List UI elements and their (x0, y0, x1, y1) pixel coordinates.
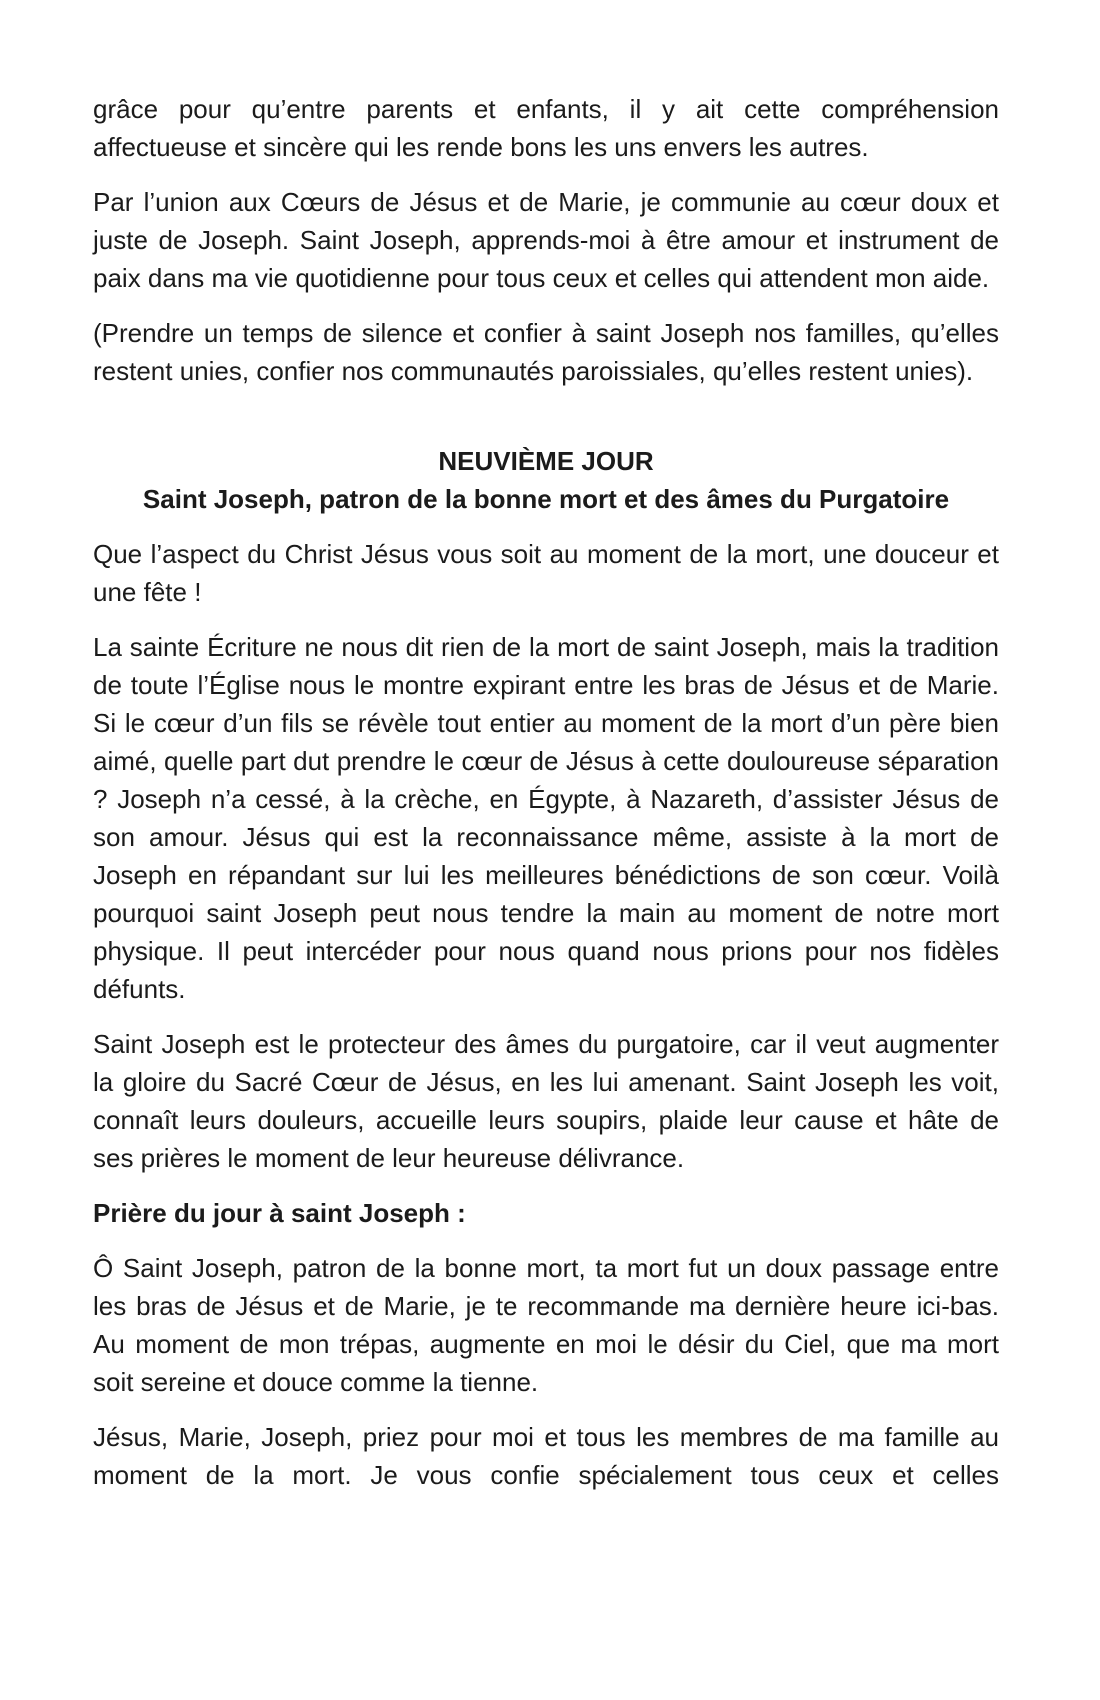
intro-paragraph-3: (Prendre un temps de silence et confier à saint Joseph nos familles, qu’elles restent unies, confier nos communautés paroissiales, qu’elles restent unies). (93, 318, 999, 386)
body-paragraph-2: La sainte Écriture ne nous dit rien de la mort de saint Joseph, mais la tradition de toute l’Église nous le montre expirant entre les bras de Jésus et de Marie. Si le cœur d’un fils se révèle tout entier au moment de la mort d’un père bien aimé, quelle part dut prendre le cœur de Jésus à cette douloureuse séparation ? Joseph n’a cessé, à la crèche, en Égypte, à Nazareth, d’assister Jésus de son amour. Jésus qui est la reconnaissance même, assiste à la mort de Joseph en répandant sur lui les meilleures bénédictions de son cœur. Voilà pourquoi saint Joseph peut nous tendre la main au moment de notre mort physique. Il peut intercéder pour nous quand nous prions pour nos fidèles défunts. (93, 632, 999, 1004)
section-heading-title: Saint Joseph, patron de la bonne mort et des âmes du Purgatoire (142, 484, 950, 514)
section-heading-day: NEUVIÈME JOUR (438, 446, 654, 476)
body-paragraph-3: Saint Joseph est le protecteur des âmes du purgatoire, car il veut augmenter la gloire du Sacré Cœur de Jésus, en les lui amenant. Saint Joseph les voit, connaît leurs douleurs, accueille leurs soupirs, plaide leur cause et hâte de ses prières le moment de leur heureuse délivrance. (93, 1029, 999, 1173)
prayer-paragraph-2: Jésus, Marie, Joseph, priez pour moi et tous les membres de ma famille au moment de la mort. Je vous confie spécialement tous ceux et celles (93, 1422, 999, 1490)
prayer-paragraph-1: Ô Saint Joseph, patron de la bonne mort, ta mort fut un doux passage entre les bras de Jésus et de Marie, je te recommande ma dernière heure ici-bas. Au moment de mon trépas, augmente en moi le désir du Ciel, que ma mort soit sereine et douce comme la tienne. (93, 1253, 999, 1397)
intro-paragraph-2: Par l’union aux Cœurs de Jésus et de Marie, je communie au cœur doux et juste de Joseph. Saint Joseph, apprends-moi à être amour et instrument de paix dans ma vie quotidienne pour tous ceux et celles qui attendent mon aide. (93, 187, 999, 293)
section-heading (93, 442, 999, 518)
body-paragraph-1: Que l’aspect du Christ Jésus vous soit au moment de la mort, une douceur et une fête ! (93, 539, 999, 607)
page-content (93, 90, 999, 1511)
intro-paragraph-1: grâce pour qu’entre parents et enfants, il y ait cette compréhension affectueuse et sincère qui les rende bons les uns envers les autres. (93, 94, 999, 162)
prayer-subheading: Prière du jour à saint Joseph : (93, 1198, 466, 1228)
